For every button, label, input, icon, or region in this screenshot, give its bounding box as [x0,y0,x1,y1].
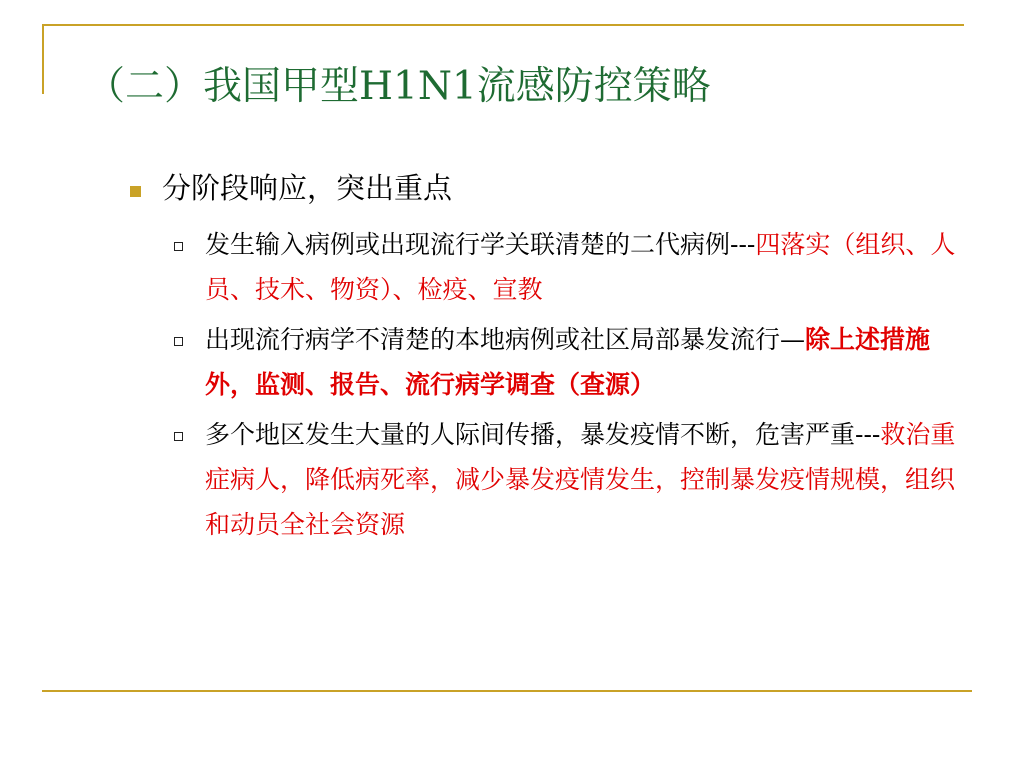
sub-bullet-item [128,412,968,547]
sub-bullet-text [205,412,965,547]
top-rule [42,24,964,26]
sub-bullet-text [205,222,965,312]
sub-bullet-text [205,317,965,407]
hollow-square-bullet-icon [174,242,183,251]
slide-content [128,168,968,552]
sub-bullet-lead: 发生输入病例或出现流行学关联清楚的二代病例--- [205,230,756,259]
sub-bullet-lead: 出现流行病学不清楚的本地病例或社区局部暴发流行— [205,325,806,354]
filled-square-bullet-icon [130,186,141,197]
sub-bullet-emphasis: 救治重症病人，降低病死率，减少暴发疫情发生，控制暴发疫情规模，组织和动员全社会资源 [205,420,956,539]
left-rule [42,24,44,94]
sub-bullet-item [128,317,968,407]
bottom-rule [42,690,972,692]
sub-bullet-item [128,222,968,312]
sub-bullet-emphasis: 除上述措施外，监测、报告、流行病学调查（查源） [205,325,931,399]
sub-bullet-list [128,222,968,547]
slide-title: （二）我国甲型H1N1流感防控策略 [86,64,711,109]
main-bullet [128,168,968,208]
hollow-square-bullet-icon [174,337,183,346]
sub-bullet-emphasis: 四落实（组织、人员、技术、物资）、检疫、宣教 [205,230,956,304]
hollow-square-bullet-icon [174,432,183,441]
sub-bullet-lead: 多个地区发生大量的人际间传播，暴发疫情不断，危害严重--- [205,420,881,449]
main-bullet-text: 分阶段响应，突出重点 [162,171,453,205]
